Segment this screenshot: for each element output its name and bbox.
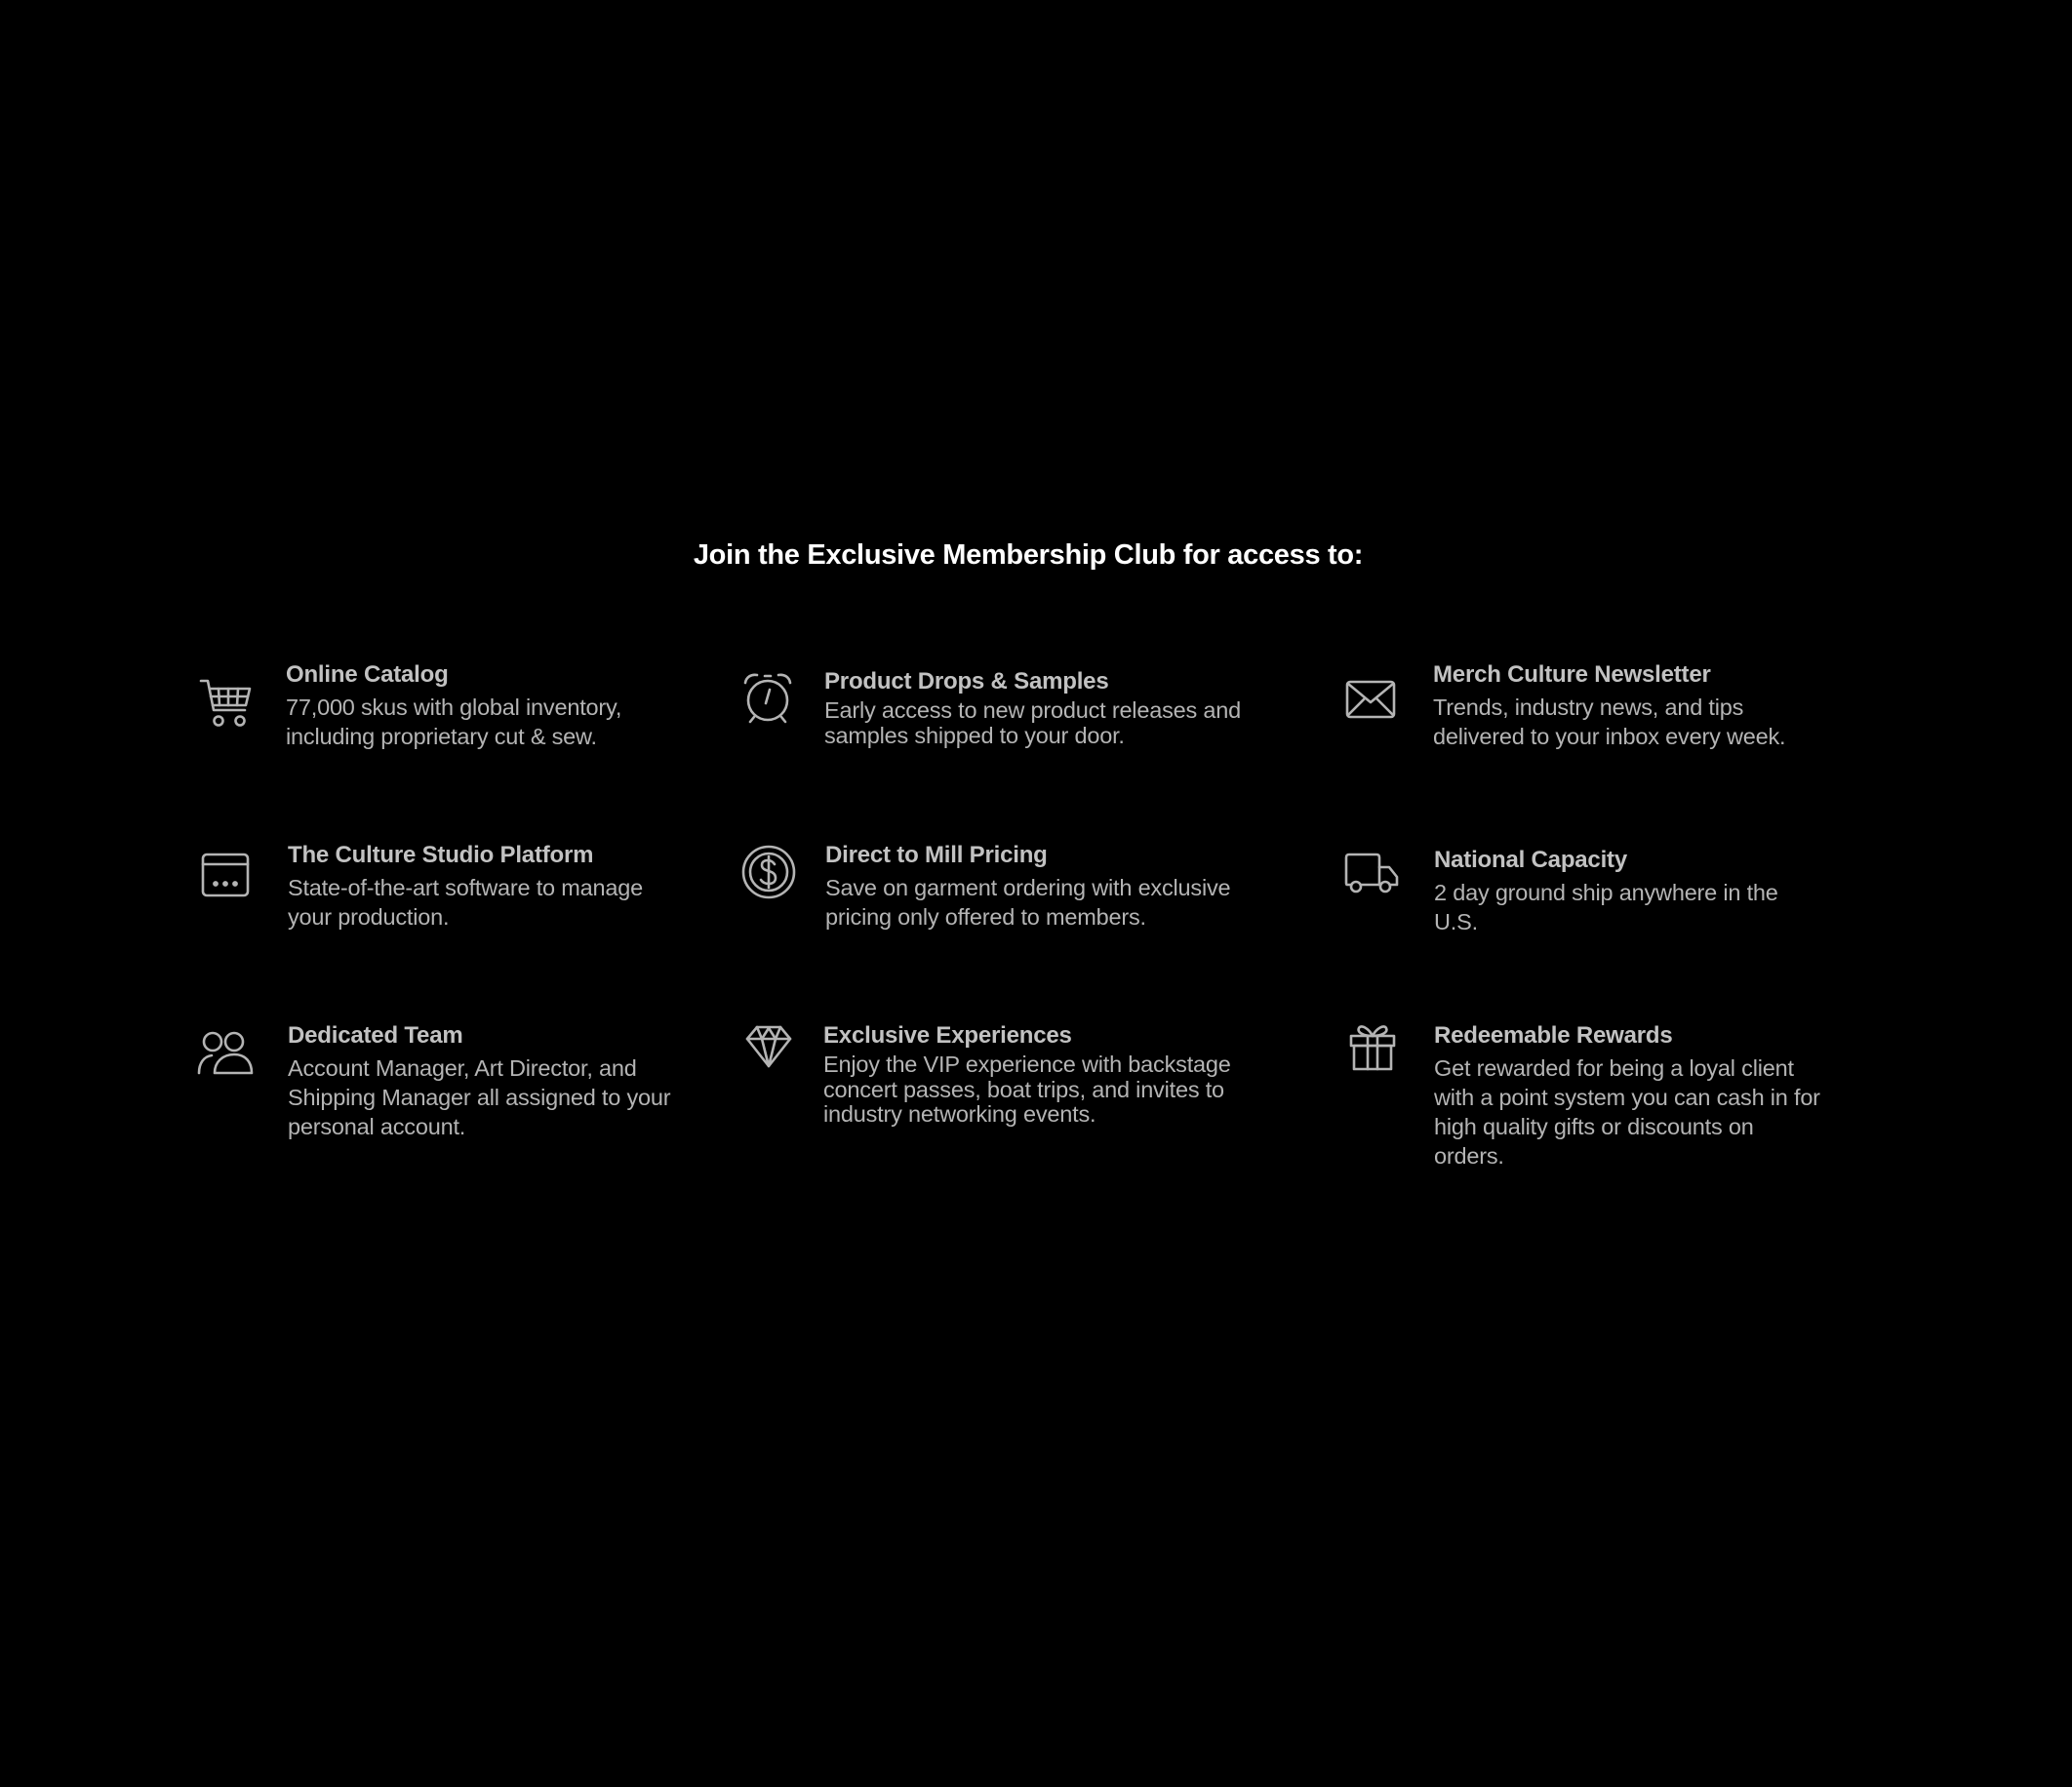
delivery-truck-icon <box>1344 853 1399 895</box>
feature-description: Enjoy the VIP experience with backstage concert passes, boat trips, and invites to industry networking events. <box>823 1052 1231 1127</box>
shopping-cart-icon <box>199 678 252 729</box>
feature-title: National Capacity <box>1434 847 1627 873</box>
feature-title: Merch Culture Newsletter <box>1433 661 1711 688</box>
feature-title: The Culture Studio Platform <box>288 842 594 868</box>
feature-title: Product Drops & Samples <box>824 668 1109 695</box>
feature-title: Online Catalog <box>286 661 449 688</box>
feature-description: Early access to new product releases and samples shipped to your door. <box>824 697 1241 748</box>
feature-description: State-of-the-art software to manage your production. <box>288 875 643 930</box>
feature-title: Direct to Mill Pricing <box>825 842 1048 868</box>
alarm-clock-icon <box>742 672 793 725</box>
feature-description: Get rewarded for being a loyal client with a point system you can cash in for high quality gifts or discounts on orders. <box>1434 1055 1820 1169</box>
feature-description: Save on garment ordering with exclusive pricing only offered to members. <box>825 875 1231 930</box>
feature-title: Dedicated Team <box>288 1022 463 1049</box>
feature-title: Exclusive Experiences <box>823 1022 1072 1049</box>
feature-title: Redeemable Rewards <box>1434 1022 1673 1049</box>
diamond-icon <box>745 1025 792 1068</box>
feature-description: 77,000 skus with global inventory, including proprietary cut & sew. <box>286 695 622 749</box>
gift-icon <box>1349 1022 1396 1071</box>
headline: Join the Exclusive Membership Club for access to: <box>693 539 1364 571</box>
team-users-icon <box>197 1031 254 1076</box>
feature-description: 2 day ground ship anywhere in the U.S. <box>1434 880 1778 934</box>
feature-description: Trends, industry news, and tips delivered to your inbox every week. <box>1433 695 1786 749</box>
browser-window-icon <box>201 853 250 897</box>
envelope-icon <box>1345 680 1396 719</box>
feature-description: Account Manager, Art Director, and Shipping Manager all assigned to your personal account. <box>288 1055 671 1139</box>
dollar-coin-icon <box>741 845 796 899</box>
